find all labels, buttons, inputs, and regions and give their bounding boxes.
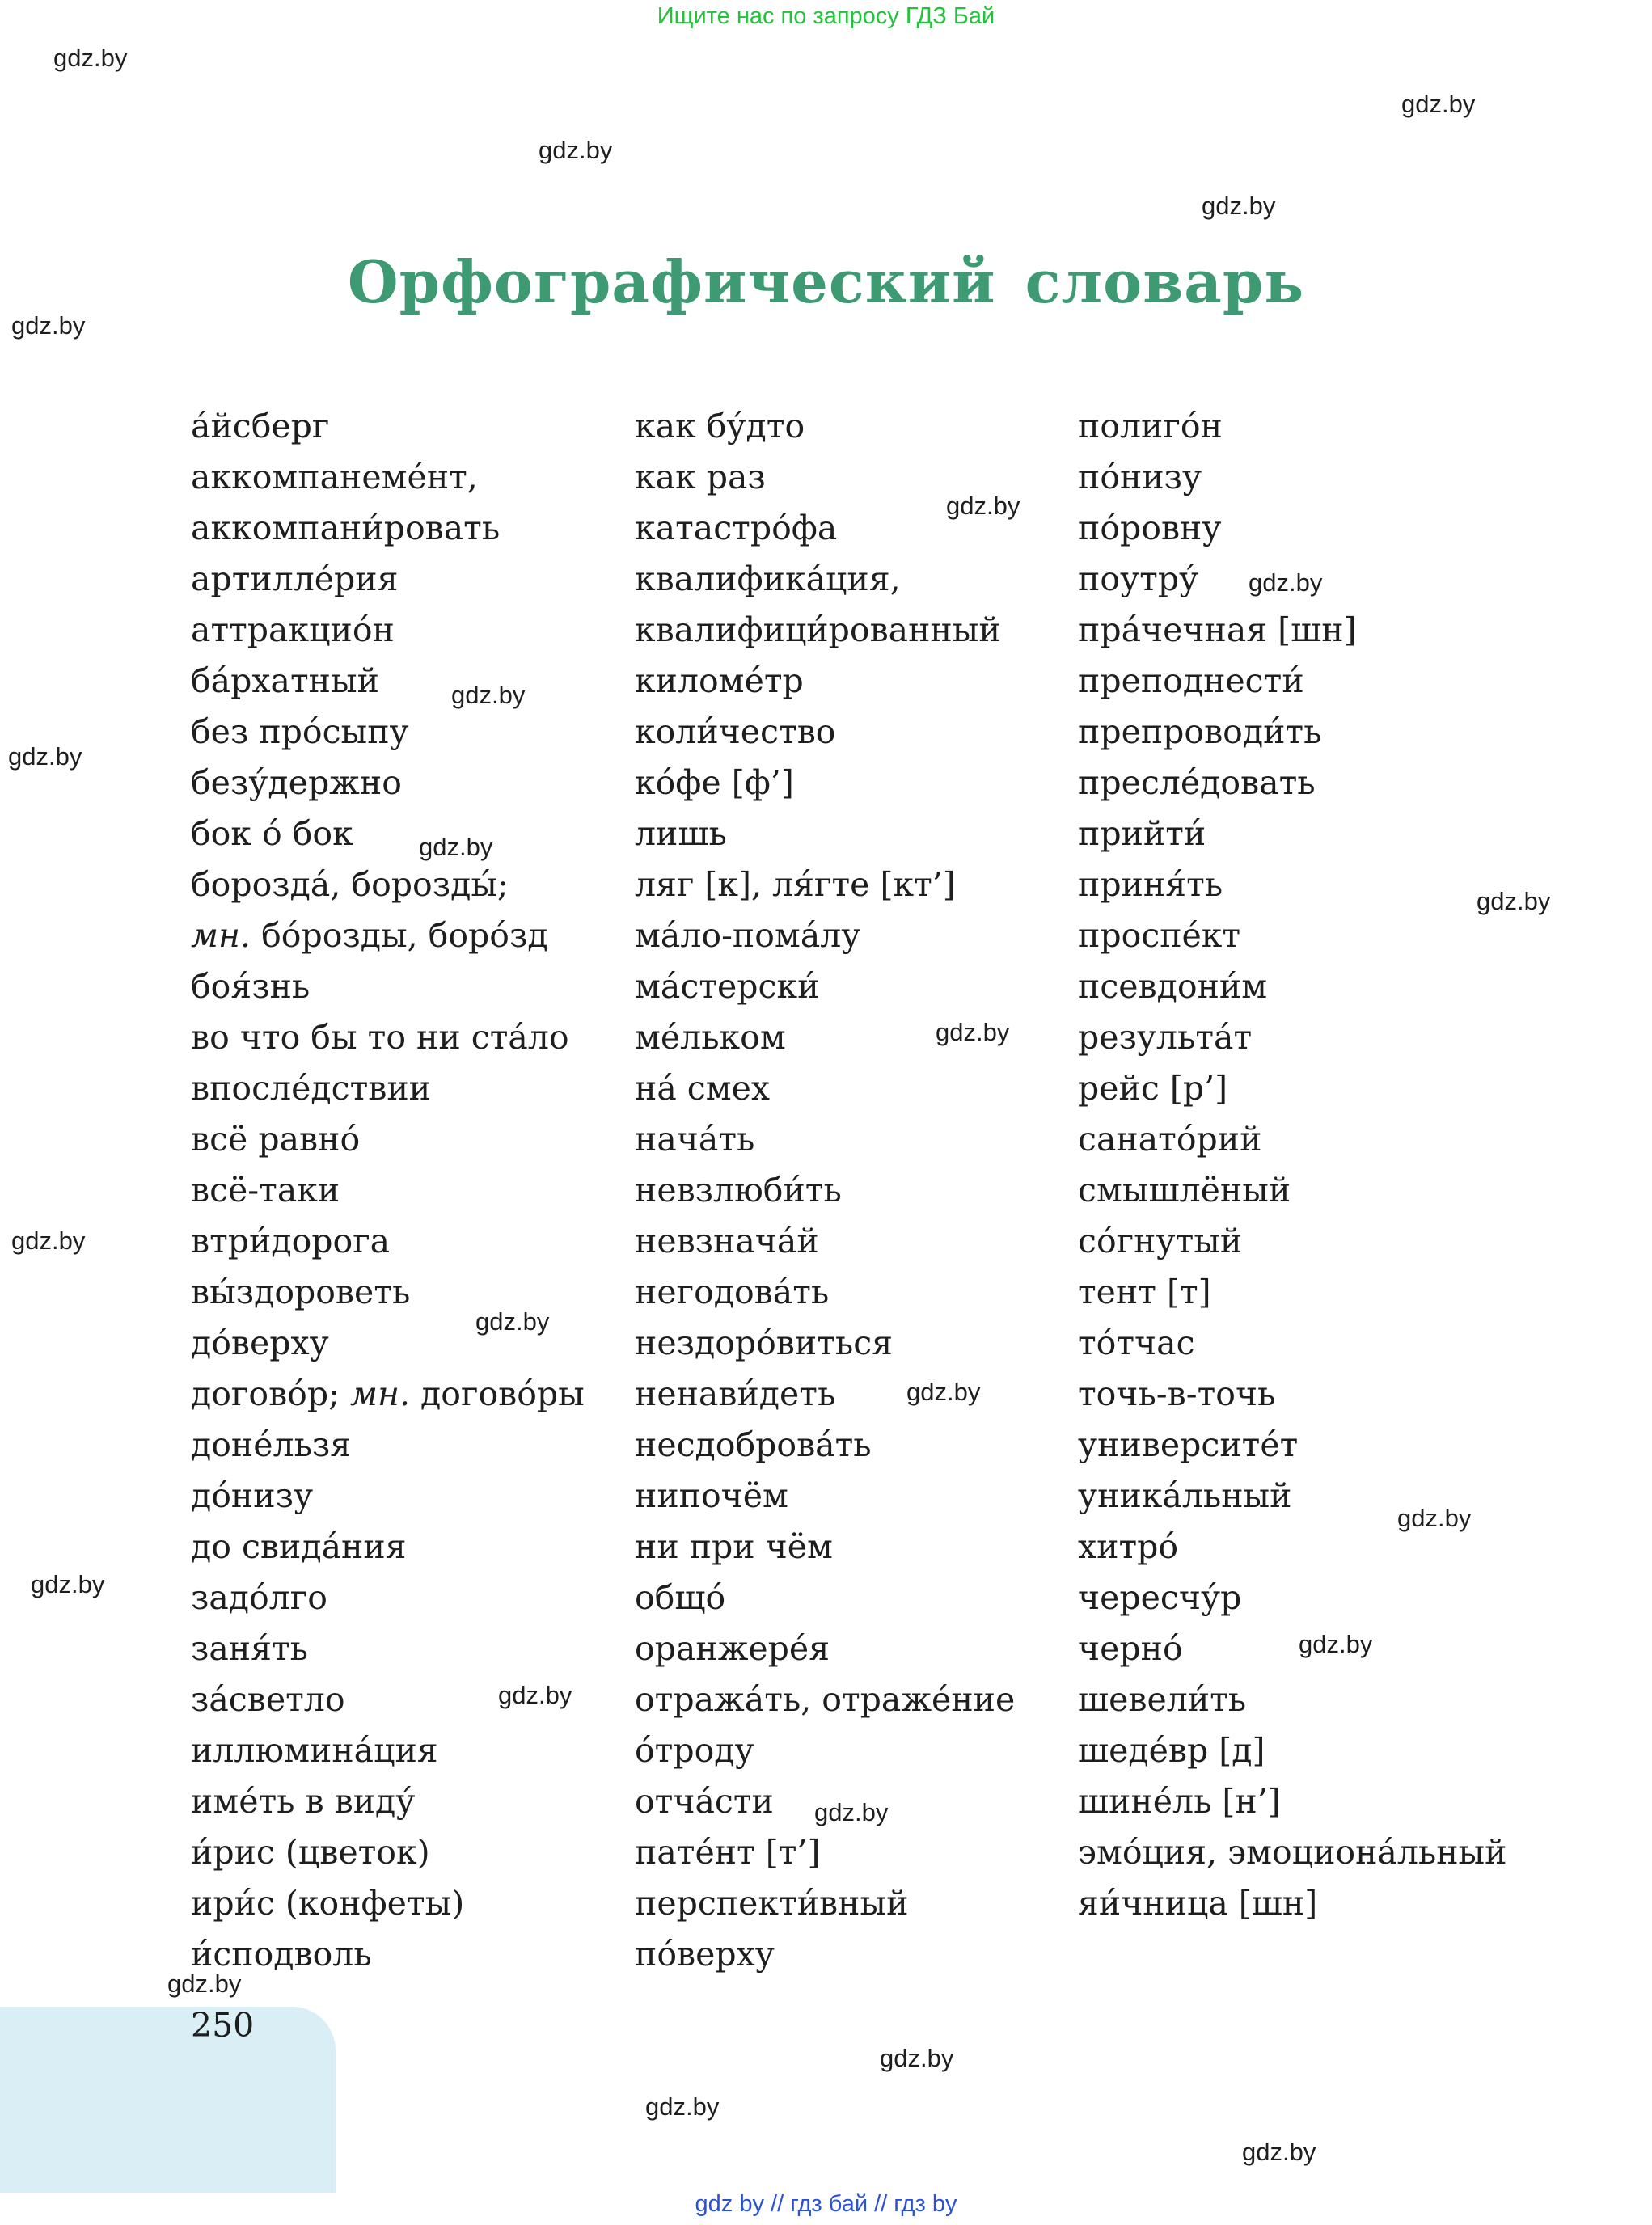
watermark: gdz.by (880, 2044, 954, 2072)
dictionary-entry: до свида́ния (191, 1527, 407, 1566)
dictionary-entry: отча́сти (635, 1782, 774, 1821)
dictionary-entry: иллюмина́ция (191, 1731, 438, 1770)
dictionary-entry: име́ть в виду́ (191, 1782, 416, 1821)
dictionary-entry: результа́т (1078, 1018, 1253, 1057)
watermark: gdz.by (1202, 192, 1276, 220)
dictionary-entry: за́светло (191, 1680, 345, 1719)
dictionary-entry: хитро́ (1078, 1527, 1179, 1566)
dictionary-entry: как раз (635, 458, 766, 496)
dictionary-entry: точь-в-точь (1078, 1374, 1276, 1413)
dictionary-entry: ни при чём (635, 1527, 833, 1566)
dictionary-entry: нача́ть (635, 1120, 755, 1159)
dictionary-entry: о́троду (635, 1731, 754, 1770)
dictionary-entry: яи́чница [шн] (1078, 1884, 1318, 1923)
dictionary-entry: без про́сыпу (191, 712, 409, 751)
dictionary-entry: по́низу (1078, 458, 1202, 496)
dictionary-entry: черно́ (1078, 1629, 1183, 1668)
dictionary-entry: негодова́ть (635, 1273, 830, 1311)
dictionary-entry: аккомпани́ровать (191, 509, 501, 547)
dictionary-entry: шеде́вр [д] (1078, 1731, 1265, 1770)
watermark: gdz.by (906, 1378, 981, 1406)
dictionary-entry: во что бы то ни ста́ло (191, 1018, 569, 1057)
dictionary-entry: вы́здороветь (191, 1273, 411, 1311)
watermark: gdz.by (11, 1226, 86, 1255)
dictionary-entry: и́рис (цветок) (191, 1833, 430, 1872)
dictionary-entry: всё-таки (191, 1171, 340, 1210)
dictionary-entry: то́тчас (1078, 1324, 1195, 1362)
dictionary-entry: бок о́ бок (191, 814, 353, 853)
dictionary-entry: перспекти́вный (635, 1884, 909, 1923)
watermark: gdz.by (936, 1018, 1010, 1046)
dictionary-entry: нипочём (635, 1476, 788, 1515)
dictionary-entry: уника́льный (1078, 1476, 1292, 1515)
dictionary-entry: отража́ть, отраже́ние (635, 1680, 1016, 1719)
dictionary-entry: преподнести́ (1078, 661, 1304, 700)
page-number-tab (0, 2007, 336, 2193)
watermark: gdz.by (167, 1970, 242, 1998)
dictionary-entry: на́ смех (635, 1069, 771, 1108)
page-title: Орфографический словарь (347, 247, 1305, 317)
dictionary-entry: ме́льком (635, 1018, 786, 1057)
dictionary-entry: катастро́фа (635, 509, 838, 547)
dictionary-entry: смышлёный (1078, 1171, 1291, 1210)
dictionary-entry: прийти́ (1078, 814, 1206, 853)
dictionary-entry: и́сподволь (191, 1935, 372, 1974)
dictionary-entry: аттракцио́н (191, 610, 395, 649)
dictionary-entry: ляг [к], ля́гте [кт’] (635, 865, 956, 904)
dictionary-entry: квалифици́рованный (635, 610, 1001, 649)
dictionary-entry: санато́рий (1078, 1120, 1262, 1159)
dictionary-entry: коли́чество (635, 712, 836, 751)
dictionary-entry: проспе́кт (1078, 916, 1241, 955)
dictionary-entry: по́верху (635, 1935, 775, 1974)
dictionary-entry: борозда́, борозды́; (191, 865, 509, 904)
dictionary-entry: по́ровну (1078, 509, 1222, 547)
dictionary-entry: невзлюби́ть (635, 1171, 842, 1210)
dictionary-entry: пресле́довать (1078, 763, 1316, 802)
dictionary-entry: доне́льзя (191, 1425, 352, 1464)
watermark: gdz.by (1397, 1504, 1472, 1532)
watermark: gdz.by (539, 136, 613, 164)
dictionary-entry: боя́знь (191, 967, 311, 1006)
dictionary-entry: со́гнутый (1078, 1222, 1243, 1260)
abbreviation-plural: мн. (349, 1374, 410, 1413)
dictionary-entry: пате́нт [т’] (635, 1833, 821, 1872)
dictionary-entry: безу́держно (191, 763, 402, 802)
watermark: gdz.by (475, 1307, 550, 1336)
watermark: gdz.by (11, 311, 86, 340)
bottom-links[interactable]: gdz by // гдз бай // гдз by (695, 2191, 957, 2217)
dictionary-entry: приня́ть (1078, 865, 1223, 904)
dictionary-entry: ненави́деть (635, 1374, 836, 1413)
dictionary-column-3 (1078, 401, 1507, 1929)
dictionary-entry: лишь (635, 814, 727, 853)
watermark: gdz.by (498, 1681, 572, 1709)
dictionary-entry: квалифика́ция, (635, 559, 901, 598)
dictionary-entry: ма́стерски́ (635, 967, 820, 1006)
watermark: gdz.by (946, 492, 1020, 520)
dictionary-entry: пра́чечная [шн] (1078, 610, 1357, 649)
watermark: gdz.by (451, 681, 526, 709)
dictionary-entry: шевели́ть (1078, 1680, 1247, 1719)
watermark: gdz.by (1401, 90, 1476, 118)
dictionary-entry: мн. бо́розды, боро́зд (191, 916, 548, 955)
dictionary-entry: аккомпанеме́нт, (191, 458, 478, 496)
dictionary-entry: догово́р; мн. догово́ры (191, 1374, 585, 1413)
dictionary-entry: поутру́ (1078, 559, 1199, 598)
dictionary-entry: полиго́н (1078, 407, 1223, 445)
watermark: gdz.by (1299, 1630, 1373, 1658)
dictionary-entry: псевдони́м (1078, 967, 1268, 1006)
dictionary-entry: чересчу́р (1078, 1578, 1242, 1617)
dictionary-entry: всё равно́ (191, 1120, 361, 1159)
dictionary-entry: нездоро́виться (635, 1324, 894, 1362)
dictionary-entry: препроводи́ть (1078, 712, 1322, 751)
dictionary-entry: задо́лго (191, 1578, 327, 1617)
dictionary-entry: ири́с (конфеты) (191, 1884, 465, 1923)
dictionary-entry: а́йсберг (191, 407, 330, 445)
dictionary-entry: шине́ль [н’] (1078, 1782, 1281, 1821)
dictionary-entry: несдоброва́ть (635, 1425, 872, 1464)
watermark: gdz.by (8, 742, 82, 771)
dictionary-column-1 (191, 401, 585, 1980)
dictionary-entry: ко́фе [ф’] (635, 763, 794, 802)
top-banner-text: Ищите нас по запросу ГДЗ Бай (657, 3, 995, 29)
watermark: gdz.by (1249, 568, 1323, 597)
dictionary-entry: втри́дорога (191, 1222, 391, 1260)
dictionary-entry: общо́ (635, 1578, 726, 1617)
abbreviation-plural: мн. (191, 916, 251, 955)
dictionary-entry: впосле́дствии (191, 1069, 431, 1108)
watermark: gdz.by (645, 2092, 720, 2121)
dictionary-entry: эмо́ция, эмоциона́льный (1078, 1833, 1507, 1872)
watermark: gdz.by (53, 44, 128, 72)
dictionary-entry: тент [т] (1078, 1273, 1211, 1311)
watermark: gdz.by (31, 1570, 105, 1598)
dictionary-entry: киломе́тр (635, 661, 804, 700)
watermark: gdz.by (1477, 887, 1551, 915)
dictionary-entry: как бу́дто (635, 407, 805, 445)
page-number: 250 (191, 2006, 255, 2045)
dictionary-column-2 (635, 401, 1015, 1980)
watermark: gdz.by (814, 1798, 889, 1826)
dictionary-entry: ма́ло-пома́лу (635, 916, 861, 955)
dictionary-entry: оранжере́я (635, 1629, 830, 1668)
watermark: gdz.by (419, 833, 493, 861)
dictionary-entry: невзнача́й (635, 1222, 819, 1260)
dictionary-entry: университе́т (1078, 1425, 1299, 1464)
dictionary-entry: до́низу (191, 1476, 314, 1515)
dictionary-entry: заня́ть (191, 1629, 309, 1668)
dictionary-entry: до́верху (191, 1324, 329, 1362)
dictionary-entry: рейс [р’] (1078, 1069, 1228, 1108)
dictionary-entry: ба́рхатный (191, 661, 379, 700)
dictionary-entry: артилле́рия (191, 559, 399, 598)
watermark: gdz.by (1242, 2138, 1316, 2166)
